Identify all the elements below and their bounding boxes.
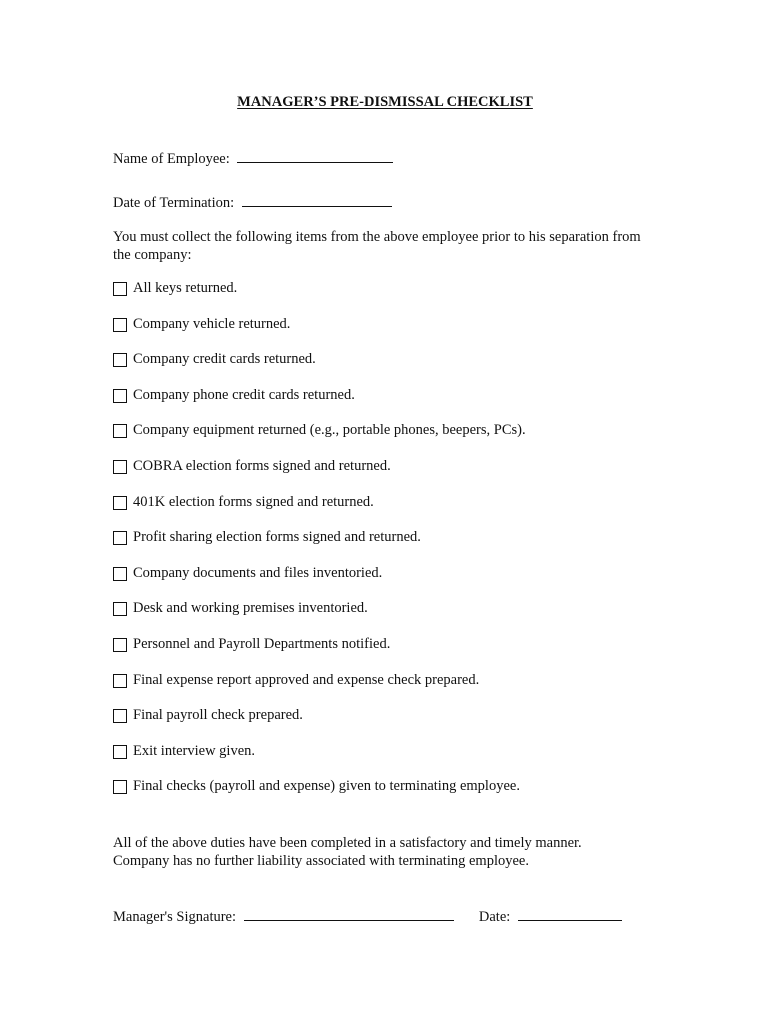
checklist-item — [113, 707, 526, 743]
termination-date-field — [113, 192, 392, 212]
checkbox[interactable] — [113, 460, 127, 474]
checklist-item — [113, 778, 526, 814]
checklist-item-label: Exit interview given. — [133, 742, 256, 759]
termination-date-label: Date of Termination: — [113, 195, 235, 211]
signature-blank[interactable] — [244, 906, 454, 921]
signature-label: Manager's Signature: — [113, 909, 237, 925]
date-label: Date: — [478, 909, 511, 925]
checklist-item — [113, 494, 526, 530]
checklist-item — [113, 529, 526, 565]
checkbox[interactable] — [113, 389, 127, 403]
checklist-item — [113, 672, 526, 708]
closing-statement — [113, 834, 673, 870]
checklist-item-label: Final payroll check prepared. — [133, 707, 303, 724]
checklist-item-label: Company credit cards returned. — [133, 351, 316, 368]
checklist-item-label: 401K election forms signed and returned. — [133, 493, 374, 510]
checkbox[interactable] — [113, 282, 127, 296]
checkbox[interactable] — [113, 531, 127, 545]
checkbox[interactable] — [113, 638, 127, 652]
checklist-item — [113, 280, 526, 316]
checklist-item-label: Profit sharing election forms signed and returned. — [133, 529, 421, 546]
checklist-item-label: Company phone credit cards returned. — [133, 386, 355, 403]
signature-row — [113, 906, 622, 926]
checkbox[interactable] — [113, 709, 127, 723]
employee-name-blank[interactable] — [237, 148, 393, 163]
checkbox[interactable] — [113, 567, 127, 581]
employee-name-field — [113, 148, 393, 168]
checkbox[interactable] — [113, 318, 127, 332]
checklist-item-label: Desk and working premises inventoried. — [133, 600, 368, 617]
termination-date-blank[interactable] — [242, 192, 392, 207]
checklist-item-label: COBRA election forms signed and returned. — [133, 457, 391, 474]
checklist-item — [113, 743, 526, 779]
checklist-item — [113, 387, 526, 423]
checklist-item-label: Personnel and Payroll Departments notified. — [133, 635, 391, 652]
checklist-item-label: All keys returned. — [133, 280, 238, 296]
checklist-item-label: Company documents and files inventoried. — [133, 564, 383, 581]
date-blank[interactable] — [518, 906, 622, 921]
checklist-item-label: Final expense report approved and expense check prepared. — [133, 671, 480, 688]
checkbox[interactable] — [113, 780, 127, 794]
checklist-item — [113, 351, 526, 387]
checkbox[interactable] — [113, 424, 127, 438]
intro-paragraph: You must collect the following items from the above employee prior to his separation from the company: — [113, 229, 641, 263]
checklist-item — [113, 316, 526, 352]
checkbox[interactable] — [113, 602, 127, 616]
checklist-item — [113, 458, 526, 494]
title-text: MANAGER’S PRE-DISMISSAL CHECKLIST — [237, 94, 533, 110]
checklist-item-label: Company equipment returned (e.g., portable phones, beepers, PCs). — [133, 422, 526, 439]
page-title — [0, 94, 770, 111]
checkbox[interactable] — [113, 674, 127, 688]
checklist — [113, 280, 526, 814]
checkbox[interactable] — [113, 353, 127, 367]
checklist-item — [113, 636, 526, 672]
employee-name-label: Name of Employee: — [113, 151, 230, 167]
checklist-item — [113, 422, 526, 458]
checkbox[interactable] — [113, 496, 127, 510]
checkbox[interactable] — [113, 745, 127, 759]
checklist-item — [113, 565, 526, 601]
closing-line-1: All of the above duties have been completed in a satisfactory and timely manner. — [113, 835, 582, 851]
checklist-item-label: Company vehicle returned. — [133, 315, 291, 332]
checklist-item-label: Final checks (payroll and expense) given to terminating employee. — [133, 778, 520, 795]
closing-line-2: Company has no further liability associated with terminating employee. — [113, 853, 529, 869]
checklist-item — [113, 600, 526, 636]
